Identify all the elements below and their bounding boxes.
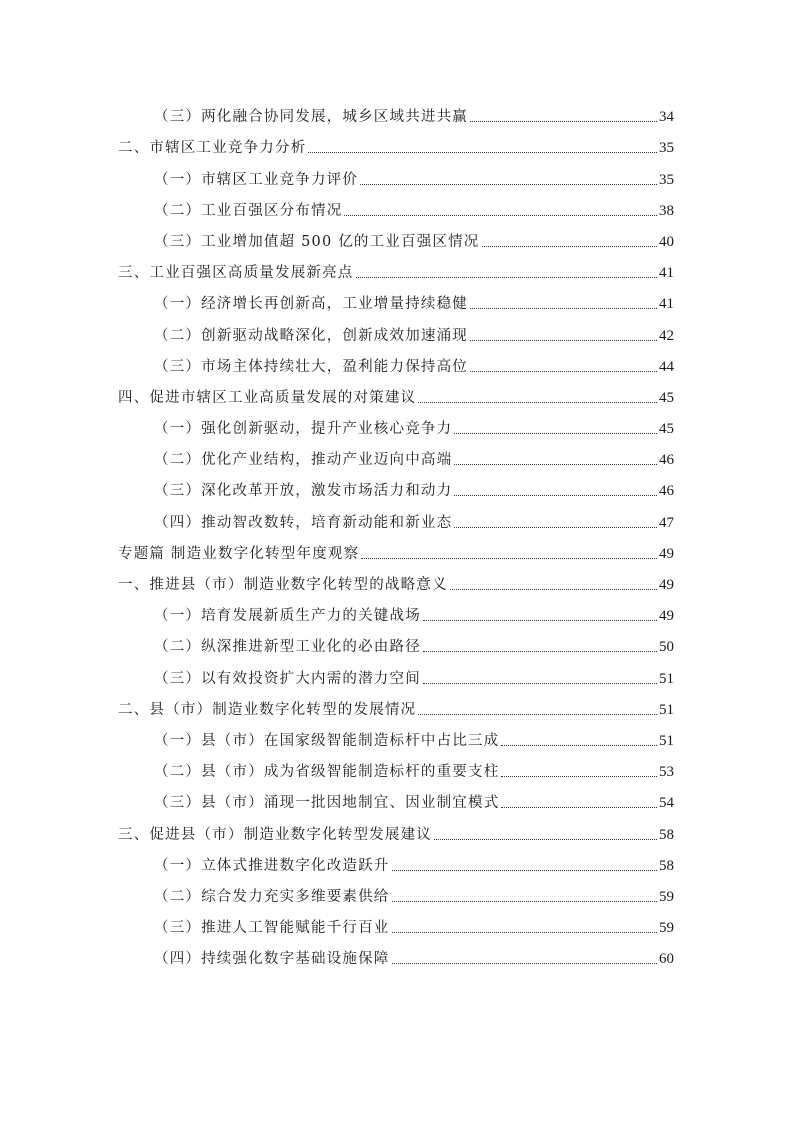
toc-entry-title: 三、促进县（市）制造业数字化转型发展建议	[118, 826, 432, 843]
toc-page-number: 44	[659, 358, 674, 375]
toc-entry-title: 二、市辖区工业竞争力分析	[118, 140, 307, 157]
toc-page-number: 60	[659, 951, 674, 968]
toc-entry-title: （三）以有效投资扩大内需的潜力空间	[154, 670, 421, 687]
dot-leader	[501, 745, 657, 746]
dot-leader	[392, 870, 658, 871]
toc-subentry[interactable]	[118, 192, 674, 223]
dot-leader	[482, 246, 658, 247]
toc-entry-title: （二）综合发力充实多维要素供给	[154, 888, 390, 905]
toc-entry-title: （二）创新驱动战略深化，创新成效加速涌现	[154, 327, 468, 344]
toc-page-number: 45	[659, 421, 674, 438]
toc-subentry[interactable]	[118, 722, 674, 753]
toc-entry-title: （三）市场主体持续壮大，盈利能力保持高位	[154, 358, 468, 375]
toc-entry-title: （一）市辖区工业竞争力评价	[154, 171, 359, 188]
dot-leader	[423, 620, 657, 621]
toc-subentry[interactable]	[118, 285, 674, 316]
toc-entry[interactable]	[118, 129, 674, 160]
toc-entry[interactable]	[118, 535, 674, 566]
toc-entry-title: （四）持续强化数字基础设施保障	[154, 951, 390, 968]
toc-entry-title: （三）推进人工智能赋能千行百业	[154, 920, 390, 937]
toc-page-number: 38	[659, 202, 674, 219]
toc-subentry[interactable]	[118, 503, 674, 534]
dot-leader	[418, 714, 657, 715]
toc-page-number: 58	[659, 826, 674, 843]
toc-page-number: 51	[659, 732, 674, 749]
dot-leader	[501, 807, 657, 808]
toc-entry-title: （一）经济增长再创新高，工业增量持续稳健	[154, 296, 468, 313]
toc-subentry[interactable]	[118, 909, 674, 940]
dot-leader	[344, 215, 657, 216]
toc-entry-title: （二）工业百强区分布情况	[154, 202, 343, 219]
dot-leader	[470, 308, 657, 309]
dot-leader	[454, 433, 657, 434]
dot-leader	[392, 963, 658, 964]
toc-subentry[interactable]	[118, 316, 674, 347]
dot-leader	[308, 152, 657, 153]
toc-page-number: 51	[659, 701, 674, 718]
toc-page-number: 34	[659, 109, 674, 126]
dot-leader	[454, 527, 657, 528]
toc-subentry[interactable]	[118, 784, 674, 815]
toc-subentry[interactable]	[118, 98, 674, 129]
toc-page-number: 54	[659, 795, 674, 812]
toc-subentry[interactable]	[118, 659, 674, 690]
toc-subentry[interactable]	[118, 472, 674, 503]
toc-subentry[interactable]	[118, 410, 674, 441]
dot-leader	[392, 932, 658, 933]
toc-page-number: 41	[659, 296, 674, 313]
dot-leader	[423, 683, 657, 684]
dot-leader	[454, 464, 657, 465]
table-of-contents	[118, 98, 674, 971]
toc-entry-title: （三）两化融合协同发展，城乡区域共进共赢	[154, 109, 468, 126]
toc-entry-title: （一）县（市）在国家级智能制造标杆中占比三成	[154, 732, 500, 749]
toc-subentry[interactable]	[118, 348, 674, 379]
toc-subentry[interactable]	[118, 628, 674, 659]
dot-leader	[434, 839, 657, 840]
toc-entry[interactable]	[118, 815, 674, 846]
toc-subentry[interactable]	[118, 878, 674, 909]
toc-entry-title: （二）纵深推进新型工业化的必由路径	[154, 639, 421, 656]
toc-page-number: 41	[659, 265, 674, 282]
toc-entry-title: （二）县（市）成为省级智能制造标杆的重要支柱	[154, 764, 500, 781]
toc-page-number: 58	[659, 857, 674, 874]
toc-page-number: 59	[659, 920, 674, 937]
dot-leader	[450, 589, 657, 590]
toc-entry[interactable]	[118, 566, 674, 597]
toc-page-number: 46	[659, 483, 674, 500]
toc-page-number: 51	[659, 670, 674, 687]
toc-page-number: 35	[659, 140, 674, 157]
toc-page-number: 59	[659, 888, 674, 905]
toc-subentry[interactable]	[118, 940, 674, 971]
toc-entry-title: （二）优化产业结构，推动产业迈向中高端	[154, 452, 453, 469]
toc-entry-title: （一）培育发展新质生产力的关键战场	[154, 608, 421, 625]
toc-entry-title: 二、县（市）制造业数字化转型的发展情况	[118, 701, 417, 718]
toc-subentry[interactable]	[118, 753, 674, 784]
dot-leader	[423, 651, 657, 652]
dot-leader	[501, 776, 657, 777]
dot-leader	[470, 371, 657, 372]
toc-page-number: 53	[659, 764, 674, 781]
dot-leader	[392, 901, 658, 902]
toc-entry-title: 三、工业百强区高质量发展新亮点	[118, 265, 354, 282]
toc-subentry[interactable]	[118, 160, 674, 191]
toc-entry-title: （三）工业增加值超 500 亿的工业百强区情况	[154, 233, 480, 250]
toc-page-number: 49	[659, 608, 674, 625]
toc-entry-title: 一、推进县（市）制造业数字化转型的战略意义	[118, 577, 448, 593]
toc-page-number: 42	[659, 327, 674, 344]
dot-leader	[361, 558, 657, 559]
toc-entry-title: （一）强化创新驱动，提升产业核心竞争力	[154, 421, 453, 438]
toc-page-number: 47	[659, 514, 674, 531]
dot-leader	[356, 277, 658, 278]
toc-page-number: 45	[659, 389, 674, 406]
toc-page-number: 46	[659, 452, 674, 469]
dot-leader	[470, 340, 657, 341]
toc-subentry[interactable]	[118, 441, 674, 472]
toc-entry[interactable]	[118, 691, 674, 722]
toc-subentry[interactable]	[118, 847, 674, 878]
toc-entry[interactable]	[118, 379, 674, 410]
toc-subentry[interactable]	[118, 223, 674, 254]
toc-entry-title: （三）县（市）涌现一批因地制宜、因业制宜模式	[154, 795, 500, 812]
toc-subentry[interactable]	[118, 597, 674, 628]
toc-entry-title: （一）立体式推进数字化改造跃升	[154, 857, 390, 874]
dot-leader	[418, 402, 657, 403]
dot-leader	[470, 121, 657, 122]
toc-page-number: 49	[659, 577, 674, 593]
dot-leader	[454, 495, 657, 496]
toc-entry-title: （四）推动智改数转，培育新动能和新业态	[154, 514, 453, 531]
toc-entry-title: （三）深化改革开放，激发市场活力和动力	[154, 483, 453, 500]
toc-entry-title: 专题篇 制造业数字化转型年度观察	[118, 545, 360, 562]
dot-leader	[360, 184, 657, 185]
toc-entry[interactable]	[118, 254, 674, 285]
toc-page-number: 50	[659, 639, 674, 656]
toc-page-number: 40	[659, 233, 674, 250]
toc-entry-title: 四、促进市辖区工业高质量发展的对策建议	[118, 389, 417, 406]
toc-page-number: 49	[659, 545, 674, 562]
toc-page-number: 35	[659, 171, 674, 188]
